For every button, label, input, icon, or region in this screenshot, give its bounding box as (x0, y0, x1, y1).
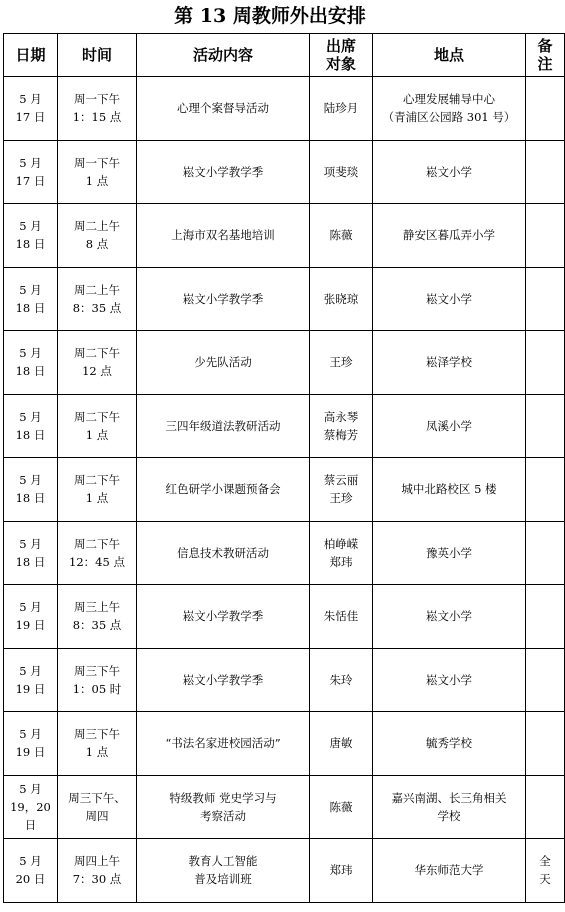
cell-date: 5 月 18 日 (4, 331, 58, 395)
cell-time: 周二下午 1 点 (58, 394, 137, 458)
cell-attendee: 王珍 (310, 331, 373, 395)
cell-time: 周三下午 1：05 时 (58, 648, 137, 712)
schedule-table (3, 33, 565, 903)
cell-place: 静安区暮瓜弄小学 (373, 204, 526, 268)
cell-attendee: 柏峥嵘 郑玮 (310, 521, 373, 585)
cell-place: 毓秀学校 (373, 712, 526, 776)
cell-date: 5 月 20 日 (4, 839, 58, 903)
cell-attendee: 蔡云丽 王珍 (310, 458, 373, 522)
cell-activity: 三四年级道法教研活动 (137, 394, 310, 458)
header-date: 日期 (4, 34, 58, 77)
cell-attendee: 项斐琰 (310, 140, 373, 204)
table-row (4, 839, 565, 903)
cell-activity: 崧文小学教学季 (137, 648, 310, 712)
cell-note (526, 77, 565, 141)
cell-note (526, 331, 565, 395)
cell-time: 周二下午 12：45 点 (58, 521, 137, 585)
cell-date: 5 月 19 日 (4, 712, 58, 776)
cell-attendee: 郑玮 (310, 839, 373, 903)
schedule-body (4, 77, 565, 903)
cell-place: 嘉兴南湖、长三角相关 学校 (373, 775, 526, 839)
cell-time: 周二下午 12 点 (58, 331, 137, 395)
table-row (4, 331, 565, 395)
table-row (4, 267, 565, 331)
cell-time: 周三上午 8：35 点 (58, 585, 137, 649)
cell-activity: 特级教师 党史学习与 考察活动 (137, 775, 310, 839)
cell-place: 崧文小学 (373, 648, 526, 712)
cell-date: 5 月 19，20 日 (4, 775, 58, 839)
header-place: 地点 (373, 34, 526, 77)
cell-activity: 红色研学小课题预备会 (137, 458, 310, 522)
cell-place: 崧文小学 (373, 267, 526, 331)
table-row (4, 648, 565, 712)
cell-place: 城中北路校区 5 楼 (373, 458, 526, 522)
table-row (4, 712, 565, 776)
cell-note (526, 585, 565, 649)
page-title: 第 13 周教师外出安排 (174, 5, 366, 27)
cell-date: 5 月 19 日 (4, 648, 58, 712)
cell-time: 周三下午 1 点 (58, 712, 137, 776)
cell-attendee: 陈薇 (310, 775, 373, 839)
table-row (4, 458, 565, 522)
cell-time: 周二上午 8 点 (58, 204, 137, 268)
cell-attendee: 陈薇 (310, 204, 373, 268)
table-row (4, 585, 565, 649)
table-row (4, 204, 565, 268)
cell-place: 华东师范大学 (373, 839, 526, 903)
cell-date: 5 月 18 日 (4, 267, 58, 331)
cell-note (526, 458, 565, 522)
cell-activity: 崧文小学教学季 (137, 585, 310, 649)
cell-attendee: 高永琴 蔡梅芳 (310, 394, 373, 458)
cell-activity: “书法名家进校园活动” (137, 712, 310, 776)
table-row (4, 140, 565, 204)
table-row (4, 521, 565, 585)
cell-note (526, 204, 565, 268)
cell-date: 5 月 17 日 (4, 140, 58, 204)
cell-time: 周一下午 1 点 (58, 140, 137, 204)
cell-note (526, 140, 565, 204)
cell-place: 崧文小学 (373, 585, 526, 649)
cell-date: 5 月 18 日 (4, 521, 58, 585)
cell-attendee: 张晓琼 (310, 267, 373, 331)
cell-activity: 教育人工智能 普及培训班 (137, 839, 310, 903)
header-note: 备 注 (526, 34, 565, 77)
cell-time: 周二下午 1 点 (58, 458, 137, 522)
cell-note (526, 648, 565, 712)
header-attendee: 出席 对象 (310, 34, 373, 77)
cell-place: 豫英小学 (373, 521, 526, 585)
cell-time: 周四上午 7：30 点 (58, 839, 137, 903)
cell-date: 5 月 19 日 (4, 585, 58, 649)
cell-time: 周三下午、 周四 (58, 775, 137, 839)
cell-note (526, 712, 565, 776)
cell-date: 5 月 17 日 (4, 77, 58, 141)
cell-attendee: 唐敏 (310, 712, 373, 776)
header-row (4, 34, 565, 77)
cell-activity: 崧文小学教学季 (137, 267, 310, 331)
cell-note: 全 天 (526, 839, 565, 903)
cell-date: 5 月 18 日 (4, 458, 58, 522)
cell-date: 5 月 18 日 (4, 204, 58, 268)
cell-attendee: 陆珍月 (310, 77, 373, 141)
cell-activity: 崧文小学教学季 (137, 140, 310, 204)
cell-place: 崧泽学校 (373, 331, 526, 395)
cell-place: 心理发展辅导中心 （青浦区公园路 301 号） (373, 77, 526, 141)
cell-time: 周一下午 1：15 点 (58, 77, 137, 141)
cell-place: 凤溪小学 (373, 394, 526, 458)
cell-activity: 心理个案督导活动 (137, 77, 310, 141)
cell-place: 崧文小学 (373, 140, 526, 204)
cell-attendee: 朱玲 (310, 648, 373, 712)
cell-time: 周二上午 8：35 点 (58, 267, 137, 331)
cell-note (526, 775, 565, 839)
header-activity: 活动内容 (137, 34, 310, 77)
cell-date: 5 月 18 日 (4, 394, 58, 458)
header-time: 时间 (58, 34, 137, 77)
cell-activity: 上海市双名基地培训 (137, 204, 310, 268)
cell-attendee: 朱恬佳 (310, 585, 373, 649)
cell-note (526, 267, 565, 331)
table-row (4, 394, 565, 458)
table-row (4, 775, 565, 839)
cell-note (526, 394, 565, 458)
cell-activity: 少先队活动 (137, 331, 310, 395)
table-row (4, 77, 565, 141)
cell-note (526, 521, 565, 585)
cell-activity: 信息技术教研活动 (137, 521, 310, 585)
